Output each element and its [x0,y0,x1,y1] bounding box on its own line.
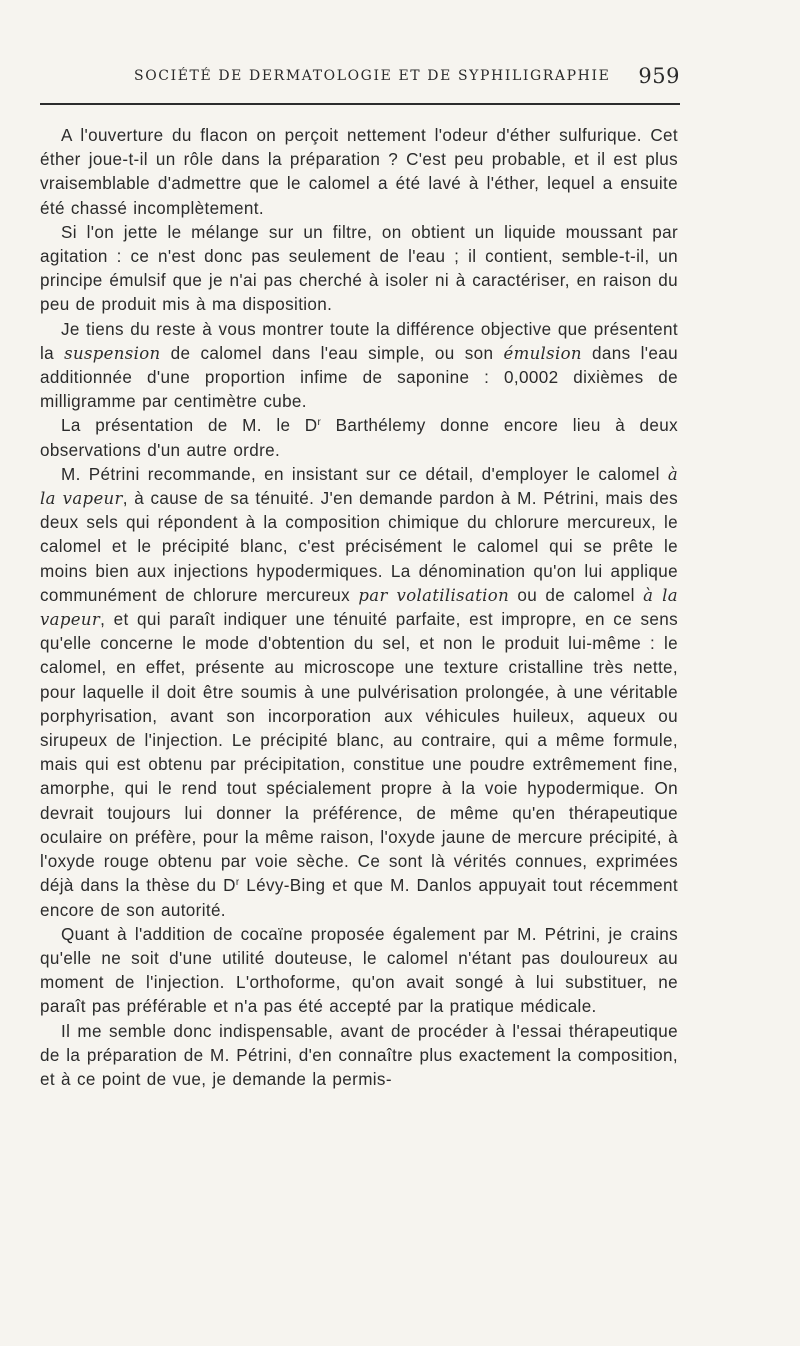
paragraph-4-text: La présentation de M. le D [61,416,318,436]
paragraph-1: A l'ouverture du flacon on perçoit nettement l'odeur d'éther sulfurique. Cet éther joue-t-il un rôle dans la préparation ? C'est peu probable, et il est plus vraisemblable d'admettre que le calomel a été lavé à l'éther, lequel a ensuite été chassé incomplètement. [40,126,678,218]
italic-a-la-vapeur: à la vapeur [40,585,678,630]
italic-emulsion: émulsion [503,343,582,363]
paragraph-5-text: , et qui paraît indiquer une ténuité parfaite, est impropre, en ce sens qu'elle concerne le mode d'obtention du sel, et non le produit lui-même : le calomel, en effet, présente au microscope une texture cristalline très nette, pour laquelle il doit être soumis à une pulvérisation prolongée, à une véritable porphyrisation, avant son incorporation aux véhicules huileux, aqueux ou sirupeux de l'injection. Le précipité blanc, au contraire, qui a même formule, mais qui est obtenu par précipitation, constitue une poudre extrêmement fine, amorphe, qui le rend tout spécialement propre à la voie hypodermique. On devrait toujours lui donner la préférence, de même qu'en thérapeutique oculaire on préfère, pour la même raison, l'oxyde jaune de mercure précipité, à l'oxyde rouge obtenu par voie sèche. Ce sont là vérités connues, exprimées déjà dans la thèse du D [40,610,678,896]
paragraph-6: Quant à l'addition de cocaïne proposée également par M. Pétrini, je crains qu'elle ne soit d'une utilité douteuse, le calomel n'étant pas douloureux au moment de l'injection. L'orthoforme, qu'on avait songé à lui substituer, ne paraît pas préférable et n'a pas été accepté par la pratique médicale. [40,924,678,1017]
italic-suspension: suspension [64,343,161,363]
superscript-r: r [317,417,322,429]
header-rule [40,103,680,105]
body-text [40,124,678,1092]
running-title: SOCIÉTÉ DE DERMATOLOGIE ET DE SYPHILIGRAPHIE [134,68,611,84]
paragraph-4 [40,414,678,462]
paragraph-5-text: M. Pétrini recommande, en insistant sur ce détail, d'employer le calomel [61,464,668,484]
paragraph-5-text: , à cause de sa ténuité. J'en demande pardon à M. Pétrini, mais des deux sels qui répondent à la composition chimique du chlorure mercureux, le calomel et le précipité blanc, c'est précisément le calomel qui se prête le moins bien aux injections hypodermiques. La dénomination qu'on lui applique communément de chlorure mercureux [40,489,679,605]
paragraph-5-text: Lévy-Bing et que M. Danlos appuyait tout récemment encore de son autorité. [40,876,678,920]
paragraph-2: Si l'on jette le mélange sur un filtre, on obtient un liquide moussant par agitation : ce n'est donc pas seulement de l'eau ; il contient, semble-t-il, un principe émulsif que je n'ai pas cherché à isoler ni à caractériser, en raison du peu de produit mis à ma disposition. [40,222,678,315]
paragraph-3 [40,318,678,415]
running-header [40,64,680,90]
paragraph-7: Il me semble donc indispensable, avant de procéder à l'essai thérapeutique de la préparation de M. Pétrini, d'en connaître plus exactement la composition, et à ce point de vue, je demande la permis- [40,1021,678,1089]
paragraph-5 [40,463,678,923]
paragraph-4-text: Barthélemy donne encore lieu à deux observations d'un autre ordre. [40,416,679,460]
paragraph-3-text: Je tiens du reste à vous montrer toute la différence objective que présentent la [40,319,678,363]
paragraph-3-text: de calomel dans l'eau simple, ou son [160,343,504,363]
italic-a-la-vapeur: à la vapeur [40,464,678,509]
paragraph-3-text: dans l'eau additionnée d'une proportion infime de saponine : 0,0002 dixièmes de milligramme par centimètre cube. [40,343,678,412]
page-number: 959 [638,64,680,88]
italic-par-volatilisation: par volatilisation [358,585,510,605]
superscript-r: r [235,877,240,889]
paragraph-5-text: ou de calomel [509,585,644,605]
